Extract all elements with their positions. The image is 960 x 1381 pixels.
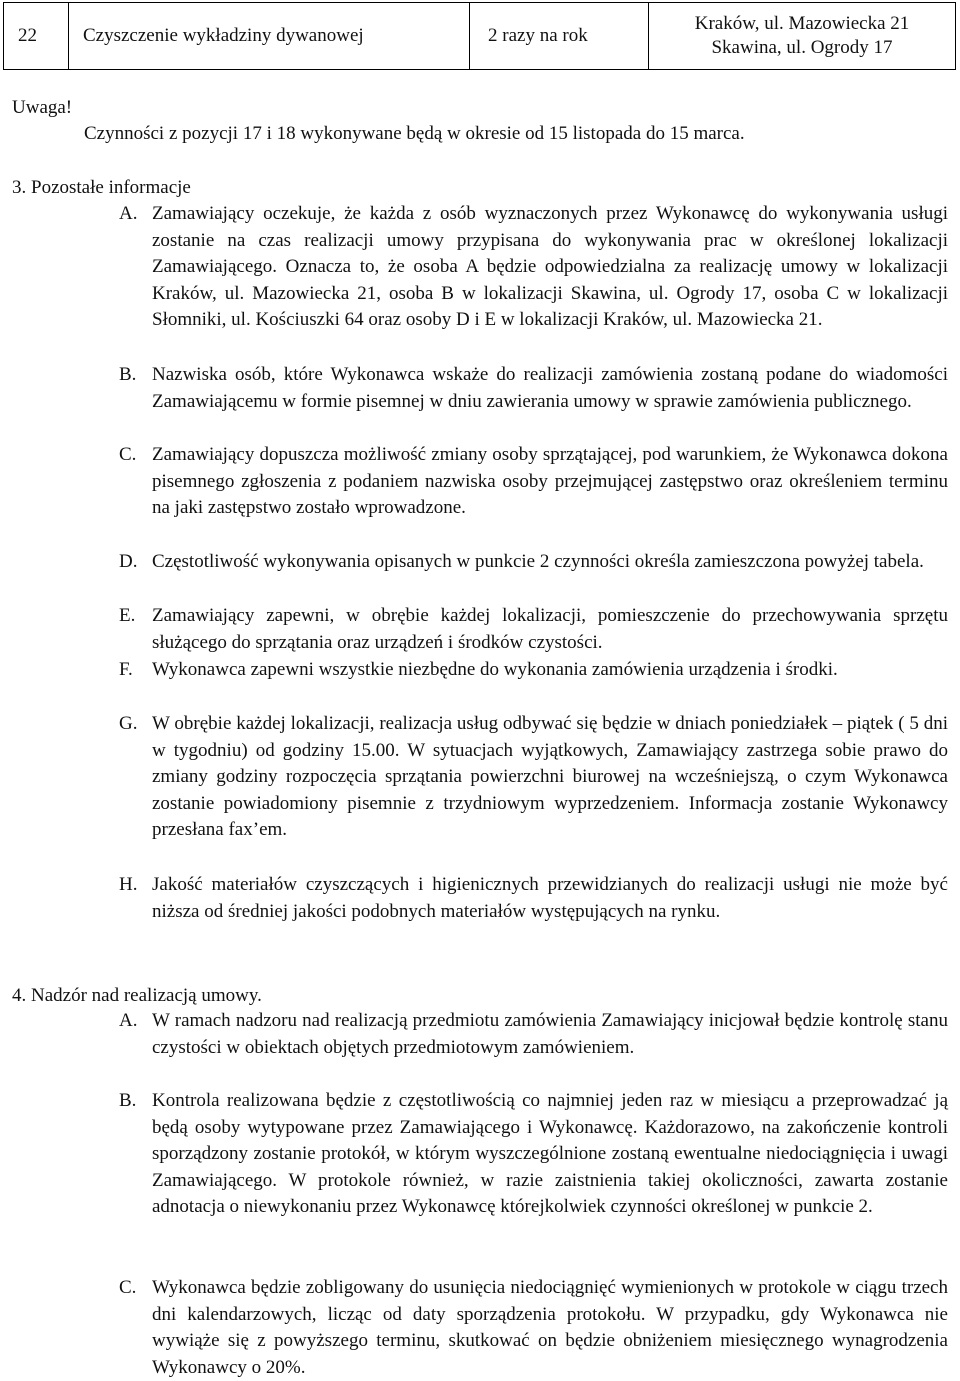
item-label: E. [119,605,136,626]
row-service: Czyszczenie wykładziny dywanowej [69,3,470,70]
table-row [4,3,956,70]
item-text: W ramach nadzoru nad realizacją przedmiotu zamówienia Zamawiający inicjował będzie kontrolę stanu czystości w obiektach objętych przedmiotowym zamówieniem. [152,1010,948,1058]
item-text: Kontrola realizowana będzie z częstotliwością co najmniej jeden raz w miesiącu a przeprowadzać ją będą osoby wytypowane przez Zamawiającego i Wykonawcę. Każdorazowo, na zakończenie kontroli sporządzony zostanie protokół, w którym wyszczególnione zostaną ewentualne niedociągnięcia i uwagi Zamawiającego. W protokole również, w razie zaistnienia takiej okoliczności, zawarta zostanie adnotacja o niewykonaniu przez Wykonawcę którejkolwiek czynności określonej w punkcie 2. [152,1090,948,1218]
item-text: W obrębie każdej lokalizacji, realizacja usług odbywać się będzie w dniach poniedziałek – piątek ( 5 dni w tygodniu) od godziny 15.00. W sytuacjach wyjątkowych, Zamawiający zastrzega sobie prawo do zmiany godziny rozpoczęcia sprzątania powierzchni biurowej na wcześniejszą, o czym Wykonawca zostanie powiadomiony pisemnie z trzydniowym wyprzedzeniem. Informacja zostanie Wykonawcy przesłana fax’em. [152,713,948,841]
item-label: G. [119,713,138,734]
item-text: Nazwiska osób, które Wykonawca wskaże do realizacji zamówienia zostaną podane do wiadomości Zamawiającemu w formie pisemnej w dniu zawierania umowy w sprawie zamówienia publicznego. [152,364,948,412]
item-text: Zamawiający zapewni, w obrębie każdej lokalizacji, pomieszczenie do przechowywania sprzętu służącego do sprzątania oraz urządzeń i środków czystości. [152,605,948,653]
section-heading: 4. Nadzór nad realizacją umowy. [12,985,262,1006]
row-location: Kraków, ul. Mazowiecka 21 [694,13,910,34]
row-number: 22 [4,3,69,70]
item-text: Wykonawca zapewni wszystkie niezbędne do wykonania zamówienia urządzenia i środki. [152,659,838,680]
item-label: A. [119,1010,138,1031]
item-text: Zamawiający oczekuje, że każda z osób wyznaczonych przez Wykonawcę do wykonywania usługi zostanie na czas realizacji umowy przypisana do wykonywania prac w określonej lokalizacji Zamawiającego. Oznacza to, że osoba A będzie odpowiedzialna za realizację umowy w lokalizacji Kraków, ul. Mazowiecka 21, osoba B w lokalizacji Skawina, ul. Ogrody 17, osoba C w lokalizacji Słomniki, ul. Kościuszki 64 oraz osoby D i E w lokalizacji Kraków, ul. Mazowiecka 21. [152,203,948,331]
item-label: A. [119,203,138,224]
row-location: Skawina, ul. Ogrody 17 [711,37,893,58]
item-label: C. [119,444,137,465]
item-label: F. [119,659,133,680]
item-label: H. [119,874,138,895]
services-table [3,2,956,70]
section-heading: 3. Pozostałe informacje [12,177,191,198]
item-text: Jakość materiałów czyszczących i higienicznych przewidzianych do realizacji usługi nie może być niższa od średniej jakości podobnych materiałów występujących na rynku. [152,874,948,922]
row-locations [649,3,956,70]
item-label: B. [119,364,137,385]
row-frequency: 2 razy na rok [470,3,649,70]
item-label: C. [119,1277,137,1298]
item-text: Częstotliwość wykonywania opisanych w punkcie 2 czynności określa zamieszczona powyżej tabela. [152,551,924,572]
note-text: Czynności z pozycji 17 i 18 wykonywane będą w okresie od 15 listopada do 15 marca. [84,123,745,144]
item-label: D. [119,551,138,572]
note-title: Uwaga! [12,97,73,118]
item-label: B. [119,1090,137,1111]
item-text: Zamawiający dopuszcza możliwość zmiany osoby sprzątającej, pod warunkiem, że Wykonawca dokona pisemnego zgłoszenia z podaniem nazwiska osoby przejmującej zastępstwo oraz określeniem terminu na jaki zastępstwo zostało wprowadzone. [152,444,948,519]
item-text: Wykonawca będzie zobligowany do usunięcia niedociągnięć wymienionych w protokole w ciągu trzech dni kalendarzowych, licząc od daty sporządzenia protokołu. W przypadku, gdy Wykonawca nie wywiąże się z powyższego terminu, skutkować on będzie obniżeniem miesięcznego wynagrodzenia Wykonawcy o 20%. [152,1277,948,1378]
